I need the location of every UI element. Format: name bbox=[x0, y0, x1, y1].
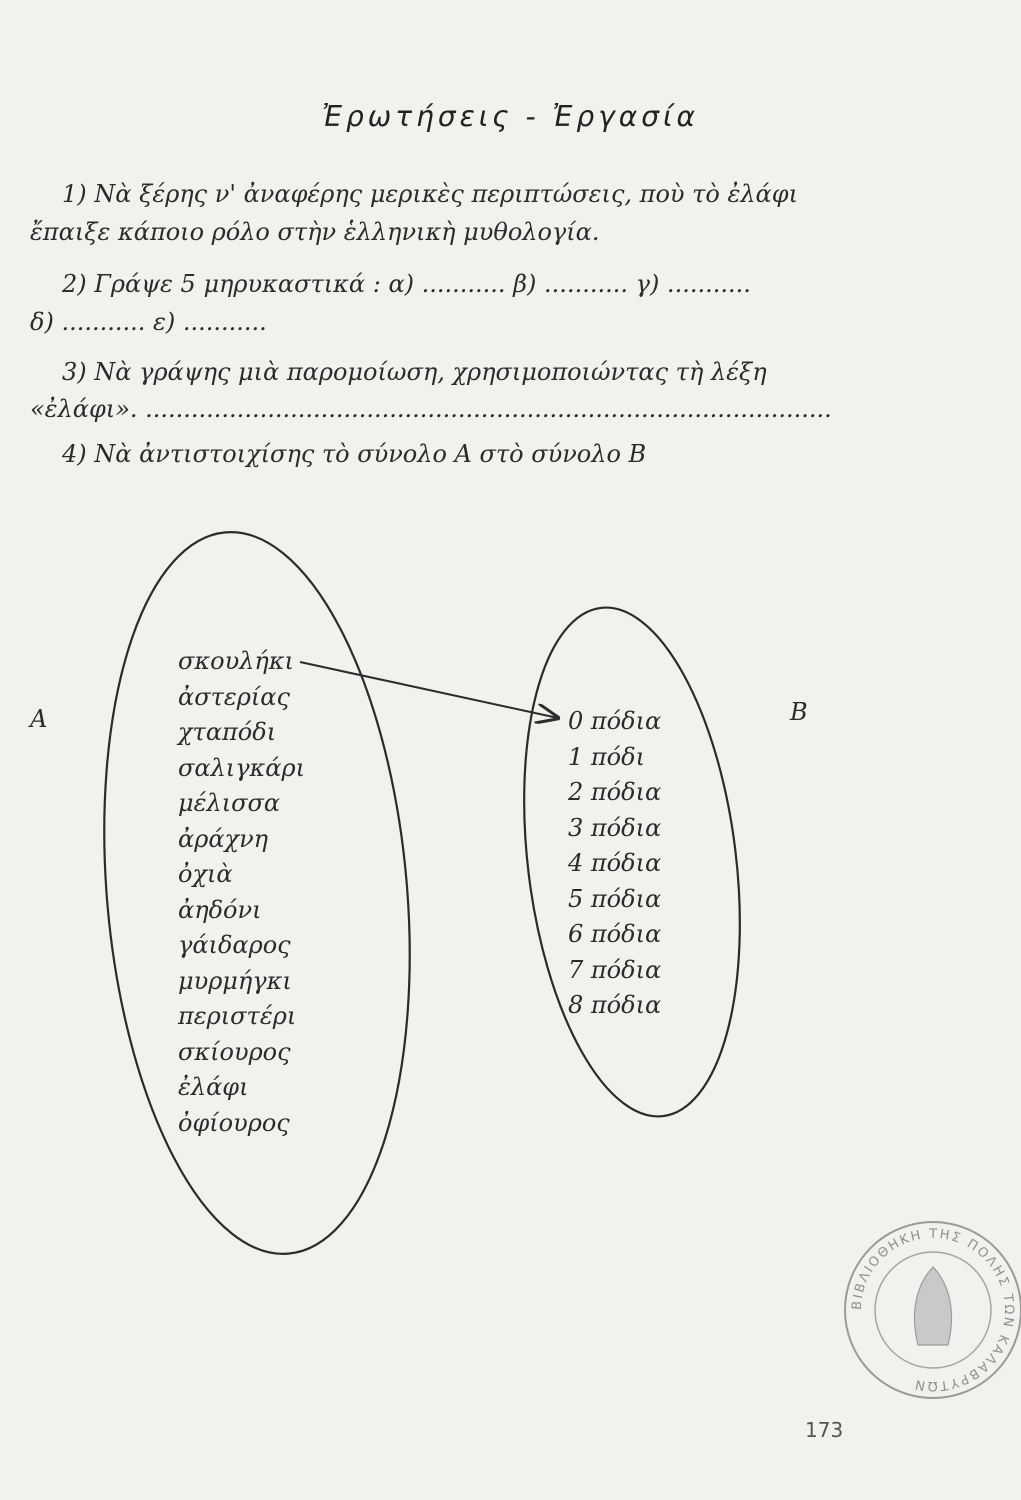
question-2-line-2: δ) ........... ε) ........... bbox=[30, 308, 267, 336]
set-a-item: ἀστερίας bbox=[178, 682, 290, 711]
set-b-item: 0 πόδια bbox=[568, 707, 662, 735]
question-1-line-2: ἔπαιξε κάποιο ρόλο στὴν ἑλληνικὴ μυθολογία. bbox=[30, 218, 600, 246]
stamp-text: ΒΙΒΛΙΟΘΗΚΗ ΤΗΣ ΠΟΛΗΣ ΤΩΝ ΚΑΛΑΒΡΥΤΩΝ bbox=[849, 1226, 1017, 1394]
question-4: 4) Νὰ ἀντιστοιχίσης τὸ σύνολο Α στὸ σύνολο Β bbox=[62, 440, 647, 468]
set-b-item: 8 πόδια bbox=[568, 991, 662, 1019]
page-number: 173 bbox=[805, 1418, 844, 1442]
set-b-item: 3 πόδια bbox=[568, 813, 662, 842]
set-a-label: Α bbox=[30, 705, 48, 733]
question-2-line-1: 2) Γράψε 5 μηρυκαστικά : α) ........... β) ........... γ) ........... bbox=[62, 270, 751, 298]
question-3-line-1: 3) Νὰ γράψης μιὰ παρομοίωση, χρησιμοποιώντας τὴ λέξη bbox=[62, 358, 767, 386]
set-a-item: περιστέρι bbox=[178, 1002, 297, 1030]
mapping-arrow bbox=[300, 662, 558, 718]
set-a-item: ὀφίουρος bbox=[178, 1108, 290, 1137]
set-b-item: 5 πόδια bbox=[568, 884, 662, 913]
set-b-item: 6 πόδια bbox=[568, 920, 662, 948]
set-a-item: σκίουρος bbox=[178, 1037, 291, 1066]
set-a-item: γάιδαρος bbox=[178, 931, 291, 959]
set-a-item: ὀχιὰ bbox=[178, 860, 233, 888]
page-title: Ἐρωτήσεις - Ἐργασία bbox=[322, 100, 699, 133]
set-a-item: μυρμήγκι bbox=[178, 966, 292, 995]
set-b-item: 4 πόδια bbox=[568, 849, 662, 877]
set-a-item: χταπόδι bbox=[178, 718, 277, 746]
set-b-item: 2 πόδια bbox=[568, 778, 662, 806]
set-b-item: 7 πόδια bbox=[568, 955, 662, 984]
set-b-list bbox=[568, 704, 661, 1024]
set-a-item: ἀράχνη bbox=[178, 824, 269, 853]
question-3-line-2: «ἐλάφι». .......................................................................................... bbox=[30, 395, 832, 423]
set-a-item: μέλισσα bbox=[178, 789, 281, 817]
set-b-item: 1 πόδι bbox=[568, 742, 645, 771]
set-a-item: ἀηδόνι bbox=[178, 895, 262, 924]
question-1-line-1: 1) Νὰ ξέρης ν' ἀναφέρης μερικὲς περιπτώσεις, ποὺ τὸ ἐλάφι bbox=[62, 180, 798, 208]
set-b-label: Β bbox=[790, 698, 808, 726]
set-a-item: σαλιγκάρι bbox=[178, 753, 306, 782]
set-a-list bbox=[178, 644, 305, 1141]
set-a-item: σκουλήκι bbox=[178, 647, 294, 675]
set-a-item: ἐλάφι bbox=[178, 1073, 249, 1101]
library-stamp bbox=[838, 1215, 1021, 1405]
